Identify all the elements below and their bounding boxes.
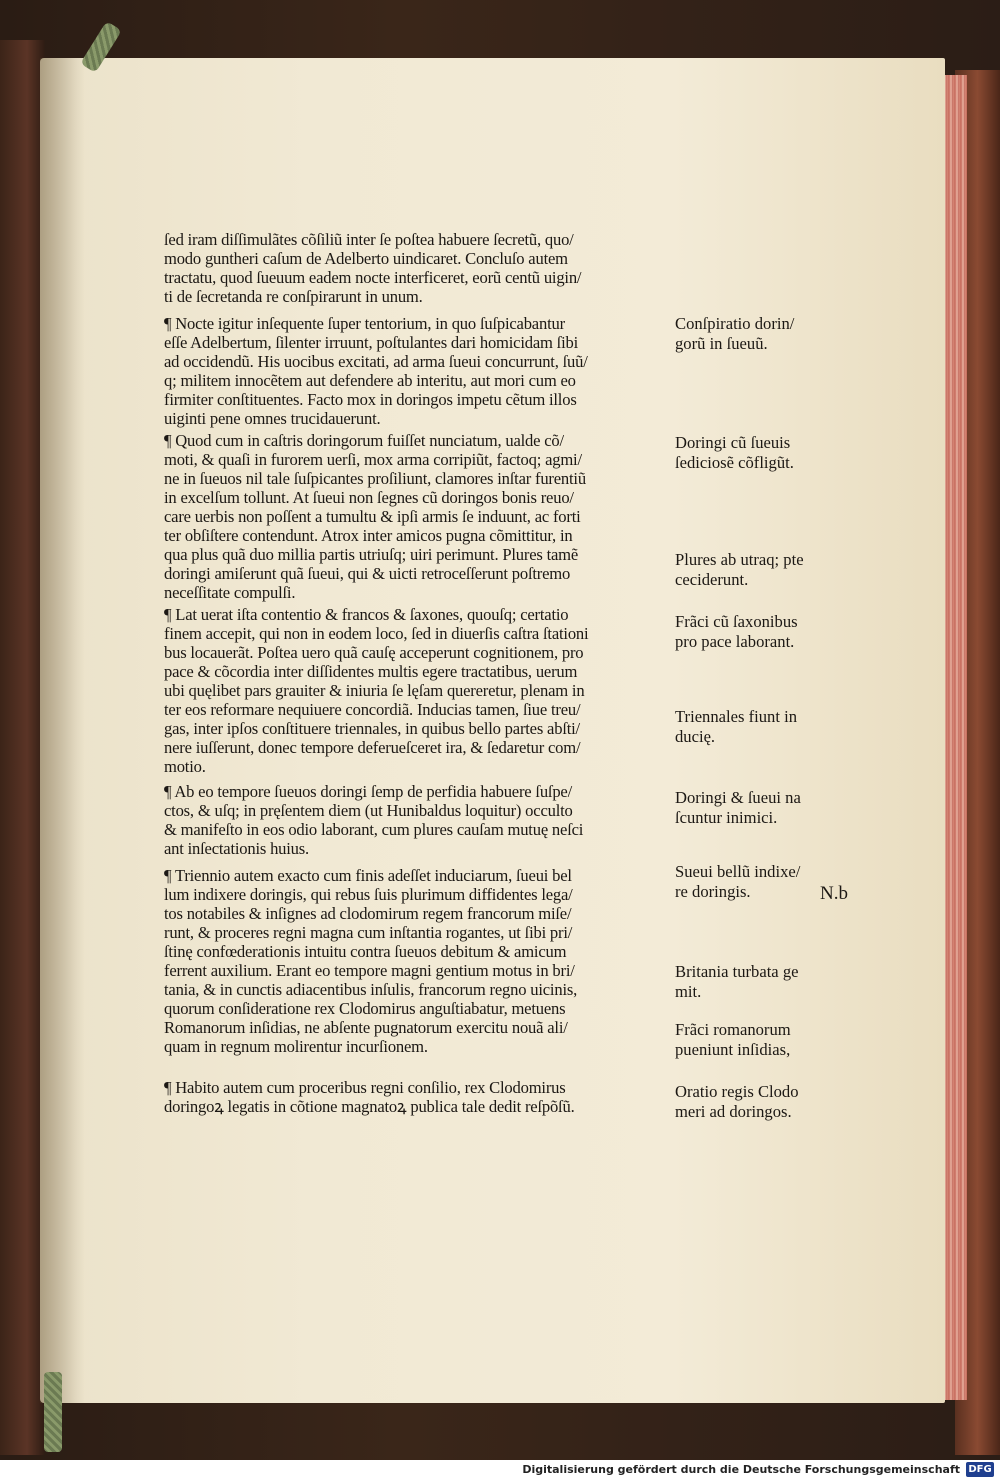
page-gutter-shadow <box>40 58 85 1403</box>
text-line: doringi amiſerunt quã ſueui, qui & uicti retroceſſerunt poſtremo <box>164 564 571 583</box>
text-line: in excelſum tollunt. At ſueui non ſegnes cũ doringos bonis reuo/ <box>164 488 574 507</box>
margin-note-line: re doringis. <box>675 882 751 901</box>
text-line: quam in regnum molirentur incurſionem. <box>164 1037 428 1056</box>
text-line: modo guntheri caſum de Adelberto uindicaret. Concluſo autem <box>164 249 568 268</box>
text-line: ¶ Triennio autem exacto cum finis adeſſet induciarum, ſueui bel <box>164 866 572 885</box>
margin-note-line: mit. <box>675 982 702 1001</box>
text-line: lum indixere doringis, qui rebus ſuis plurimum diffidentes lega/ <box>164 885 573 904</box>
text-line: ad occidendũ. His uocibus excitati, ad arma ſueui concurrunt, ſuũ/ <box>164 352 588 371</box>
text-line: quorum conſideratione rex Clodomirus anguſtiabatur, metuens <box>164 999 566 1018</box>
text-line: doringoꝝ legatis in cõtione magnatoꝝ publica tale dedit reſpõſũ. <box>164 1097 575 1116</box>
margin-note-line: ſediciosẽ cõfligũt. <box>675 453 794 472</box>
margin-note-line: ſcuntur inimici. <box>675 808 778 827</box>
margin-note-line: pro pace laborant. <box>675 632 795 651</box>
text-line: finem accepit, qui non in eodem loco, ſed in diuerſis caſtra ſtationi <box>164 624 589 643</box>
text-line: q; militem innocẽtem aut defendere ab interitu, aut mori cum eo <box>164 371 576 390</box>
margin-note-line: Doringi cũ ſueuis <box>675 433 791 452</box>
margin-note-line: Oratio regis Clodo <box>675 1082 799 1101</box>
text-line: runt, & proceres regni magna cum inſtantia rogantes, ut ſibi pri/ <box>164 923 573 942</box>
text-line: & manifeſto in eos odio laborant, cum plures cauſam mutuę neſci <box>164 820 584 839</box>
margin-note-line: Conſpiratio dorin/ <box>675 314 795 333</box>
text-line: moti, & quaſi in furorem uerſi, mox arma corripiũt, factoq; agmi/ <box>164 450 582 469</box>
text-line: ¶ Ab eo tempore ſueuos doringi ſemp de perfidia habuere ſuſpe/ <box>164 782 572 801</box>
text-line: ctos, & uſq; in pręſentem diem (ut Hunibaldus loquitur) occulto <box>164 801 573 820</box>
binding-left <box>0 40 45 1455</box>
text-line: nere iuſſerunt, donec tempore deferueſceret ira, & ſedaretur com/ <box>164 738 581 757</box>
text-line: ter obſiſtere contendunt. Atrox inter amicos pugna cõmittitur, in <box>164 526 573 545</box>
text-line: tractatu, quod ſueuum eadem nocte interficeret, eorũ centũ uigin/ <box>164 268 582 287</box>
text-line: uiginti pene omnes trucidauerunt. <box>164 409 381 428</box>
text-line: ¶ Lat uerat iſta contentio & francos & ſaxones, quouſq; certatio <box>164 605 569 624</box>
text-line: Romanorum inſidias, ne abſente pugnatorum exercitu nouã ali/ <box>164 1018 568 1037</box>
text-line: eſſe Adelbertum, ſilenter irruunt, poſtulantes dari homicidam ſibi <box>164 333 578 352</box>
funding-credit: Digitalisierung gefördert durch die Deutsche Forschungsgemeinschaft <box>522 1463 960 1476</box>
margin-note-line: pueniunt inſidias, <box>675 1040 791 1059</box>
footer-bar <box>0 1460 1000 1481</box>
margin-note-line: ceciderunt. <box>675 570 749 589</box>
text-line: ſed iram diſſimulãtes cõſiliũ inter ſe poſtea habuere ſecretũ, quo/ <box>164 230 574 249</box>
text-line: care uerbis non poſſent a tumultu & ipſi armis ſe induunt, ac forti <box>164 507 581 526</box>
text-line: ſtinę confœderationis intuitu contra ſueuos debitum & amicum <box>164 942 567 961</box>
text-line: pace & cõcordia inter diſſidentes multis egere tractatibus, uerum <box>164 662 578 681</box>
margin-note-line: meri ad doringos. <box>675 1102 792 1121</box>
text-line: ¶ Quod cum in caſtris doringorum fuiſſet nunciatum, ualde cõ/ <box>164 431 564 450</box>
margin-note-line: Triennales fiunt in <box>675 707 797 726</box>
text-line: ¶ Nocte igitur inſequente ſuper tentorium, in quo ſuſpicabantur <box>164 314 565 333</box>
dfg-logo: DFG <box>966 1462 994 1477</box>
text-line: ne in ſueuos nil tale ſuſpicantes proſiliunt, clamores inſtar furentiũ <box>164 469 586 488</box>
text-line: ter eos reformare nequiuere concordiã. Inducias tamen, ſiue treu/ <box>164 700 581 719</box>
margin-note-line: Doringi & ſueui na <box>675 788 801 807</box>
text-line: motio. <box>164 757 206 776</box>
signature-mark: N.b <box>820 883 848 904</box>
text-line: ant inſectationis huius. <box>164 839 309 858</box>
margin-note-line: Plures ab utraq; pte <box>675 550 804 569</box>
text-line: ti de ſecretanda re conſpirarunt in unum. <box>164 287 423 306</box>
margin-note-line: ducię. <box>675 727 716 746</box>
text-line: firmiter conſtituentes. Facto mox in doringos impetu cẽtum illos <box>164 390 577 409</box>
margin-note-line: Sueui bellũ indixe/ <box>675 862 801 881</box>
text-line: tania, & in cunctis adiacentibus inſulis, francorum regno uicinis, <box>164 980 578 999</box>
text-line: tos notabiles & inſignes ad clodomirum regem francorum miſe/ <box>164 904 572 923</box>
margin-note-line: Britania turbata ge <box>675 962 799 981</box>
text-line: ¶ Habito autem cum proceribus regni conſilio, rex Clodomirus <box>164 1078 566 1097</box>
margin-note-line: Frãci cũ ſaxonibus <box>675 612 798 631</box>
text-line: qua plus quã duo millia partis utriuſq; uiri perimunt. Plures tamẽ <box>164 545 579 564</box>
margin-note-line: gorũ in ſueuũ. <box>675 334 768 353</box>
text-line: ubi quęlibet pars grauiter & iniuria ſe lęſam quereretur, plenam in <box>164 681 585 700</box>
text-line: ferrent auxilium. Erant eo tempore magni gentium motus in bri/ <box>164 961 575 980</box>
ribbon-bookmark-bottom <box>44 1372 62 1452</box>
margin-note-line: Frãci romanorum <box>675 1020 791 1039</box>
text-line: bus locauerãt. Poſtea uero quã cauſę acceperunt cognitionem, pro <box>164 643 584 662</box>
text-line: neceſſitate compulſi. <box>164 583 296 602</box>
text-line: gas, inter ipſos conſtituere triennales, in quibus bello partes abſti/ <box>164 719 580 738</box>
